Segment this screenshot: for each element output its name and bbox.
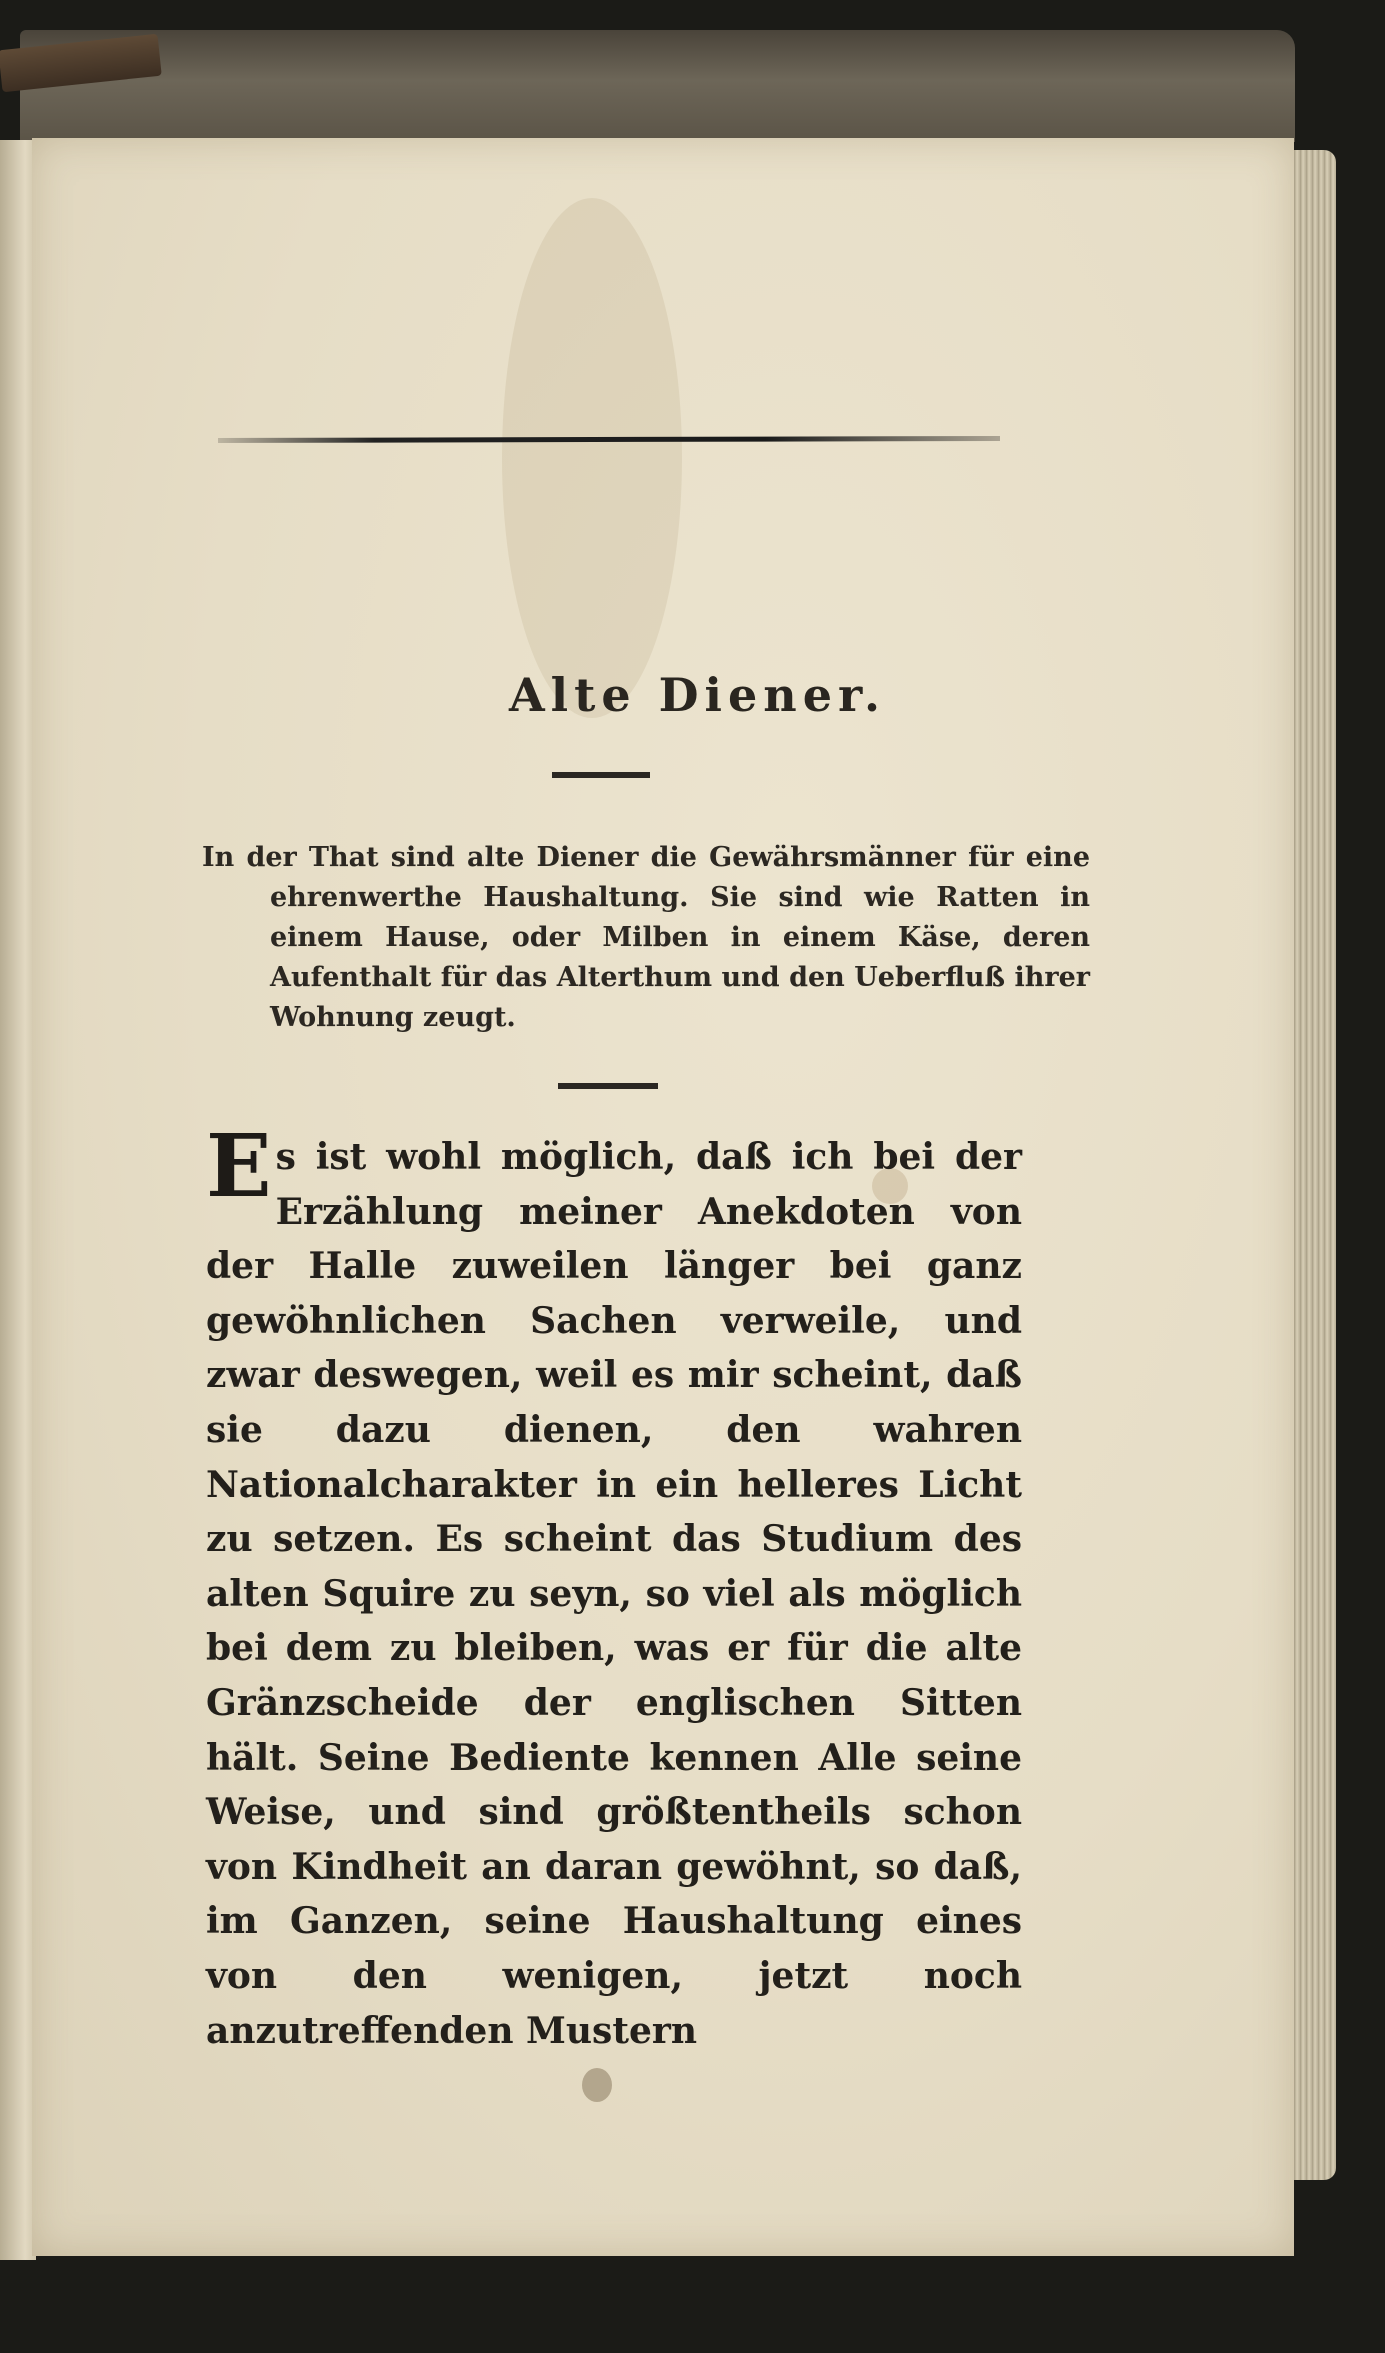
drop-cap: E: [206, 1116, 272, 1217]
title-divider: [552, 772, 650, 778]
page-spot: [582, 2068, 612, 2102]
facing-page-edge: [0, 140, 36, 2260]
page-stain: [502, 198, 682, 718]
body-text: s ist wohl möglich, daß ich bei der Erzählung meiner Anekdoten von der Halle zuweilen länger bei ganz gewöhnlichen Sachen verweile, und zwar deswegen, weil es mir scheint, daß sie dazu dienen, den wahren Nationalcharakter in ein helleres Licht zu setzen. Es scheint das Studium des alten Squire zu seyn, so viel als möglich bei dem zu bleiben, was er für die alte Gränzscheide der englischen Sitten hält. Seine Bediente kennen Alle seine Weise, und sind größtentheils schon von Kindheit an daran gewöhnt, so daß, im Ganzen, seine Haushaltung eines von den wenigen, jetzt noch anzutreffenden Mustern: [206, 1136, 1022, 2052]
epigraph-divider: [558, 1083, 658, 1089]
book-top-edge: [20, 30, 1295, 142]
body-paragraph: [206, 1116, 1022, 2058]
chapter-title: Alte Diener.: [508, 668, 887, 722]
epigraph: In der That sind alte Diener die Gewährsmänner für eine ehrenwerthe Haushaltung. Sie sind wie Ratten in einem Hause, oder Milben in einem Käse, deren Aufenthalt für das Alterthum und den Ueberfluß ihrer Wohnung zeugt.: [202, 842, 1090, 1033]
